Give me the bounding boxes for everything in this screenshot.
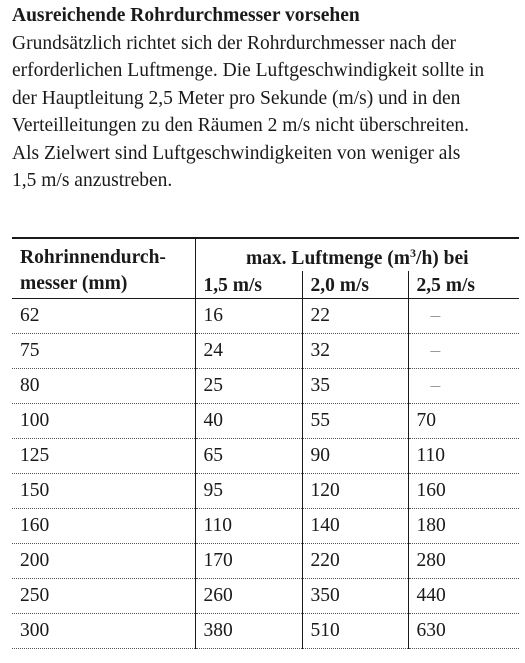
diameter-cell: 75: [12, 334, 195, 369]
diameter-cell: 250: [12, 579, 195, 614]
diameter-cell: 200: [12, 544, 195, 579]
airflow-2-5-cell: 180: [408, 509, 519, 544]
section-heading: Ausreichende Rohrdurchmesser vorsehen: [12, 5, 360, 26]
airflow-2-5-cell: –: [408, 299, 519, 334]
airflow-2-0-cell: 35: [302, 369, 408, 404]
airflow-1-5-cell: 24: [195, 334, 302, 369]
diameter-cell: 150: [12, 474, 195, 509]
airflow-2-0-cell: 55: [302, 404, 408, 439]
airflow-2-0-cell: 510: [302, 614, 408, 649]
diameter-cell: 80: [12, 369, 195, 404]
airflow-group-header: [195, 238, 519, 271]
diameter-cell: 62: [12, 299, 195, 334]
speed-header-2-5: 2,5 m/s: [408, 271, 519, 299]
speed-header-2-0: 2,0 m/s: [302, 271, 408, 299]
airflow-2-5-cell: 160: [408, 474, 519, 509]
diameter-cell: 125: [12, 439, 195, 474]
airflow-1-5-cell: 170: [195, 544, 302, 579]
airflow-2-0-cell: 32: [302, 334, 408, 369]
airflow-1-5-cell: 95: [195, 474, 302, 509]
intro-paragraph: [12, 30, 522, 194]
airflow-1-5-cell: 65: [195, 439, 302, 474]
paragraph-line: Als Zielwert sind Luftgeschwindigkeiten von weniger als: [12, 142, 461, 164]
table-row: [12, 614, 519, 649]
table-header: [12, 238, 519, 299]
airflow-2-5-cell: 70: [408, 404, 519, 439]
group-header-text-end: /h) bei: [416, 248, 469, 269]
airflow-1-5-cell: 16: [195, 299, 302, 334]
table-row: [12, 334, 519, 369]
paragraph-line: 1,5 m/s anzustreben.: [12, 170, 173, 192]
table-row: [12, 509, 519, 544]
diameter-header-line2: messer (mm): [20, 272, 128, 294]
airflow-1-5-cell: 380: [195, 614, 302, 649]
airflow-2-0-cell: 140: [302, 509, 408, 544]
group-header-superscript: 3: [410, 246, 417, 260]
airflow-2-0-cell: 90: [302, 439, 408, 474]
airflow-1-5-cell: 40: [195, 404, 302, 439]
diameter-cell: 300: [12, 614, 195, 649]
table-row: [12, 439, 519, 474]
airflow-2-0-cell: 22: [302, 299, 408, 334]
airflow-2-0-cell: 350: [302, 579, 408, 614]
diameter-cell: 160: [12, 509, 195, 544]
speed-header-1-5: 1,5 m/s: [195, 271, 302, 299]
table-row: [12, 474, 519, 509]
table-body: [12, 299, 519, 649]
table-row: [12, 404, 519, 439]
airflow-1-5-cell: 25: [195, 369, 302, 404]
airflow-2-5-cell: –: [408, 369, 519, 404]
table-row: [12, 544, 519, 579]
airflow-2-5-cell: –: [408, 334, 519, 369]
table-row: [12, 369, 519, 404]
diameter-header: [12, 238, 195, 299]
airflow-table: [12, 237, 519, 649]
group-header-text: max. Luftmenge (m: [245, 248, 411, 269]
diameter-cell: 100: [12, 404, 195, 439]
table-row: [12, 579, 519, 614]
paragraph-line: der Hauptleitung 2,5 Meter pro Sekunde (m/s) und in den: [12, 87, 461, 109]
airflow-2-5-cell: 440: [408, 579, 519, 614]
airflow-2-0-cell: 220: [302, 544, 408, 579]
airflow-2-0-cell: 120: [302, 474, 408, 509]
paragraph-line: erforderlichen Luftmenge. Die Luftgeschwindigkeit sollte in: [12, 60, 485, 82]
table-row: [12, 299, 519, 334]
airflow-2-5-cell: 280: [408, 544, 519, 579]
paragraph-line: Verteilleitungen zu den Räumen 2 m/s nicht überschreiten.: [12, 115, 470, 137]
paragraph-line: Grundsätzlich richtet sich der Rohrdurchmesser nach der: [12, 33, 457, 54]
airflow-2-5-cell: 630: [408, 614, 519, 649]
diameter-header-line1: Rohrinnendurch-: [20, 247, 166, 268]
airflow-2-5-cell: 110: [408, 439, 519, 474]
airflow-1-5-cell: 260: [195, 579, 302, 614]
airflow-1-5-cell: 110: [195, 509, 302, 544]
